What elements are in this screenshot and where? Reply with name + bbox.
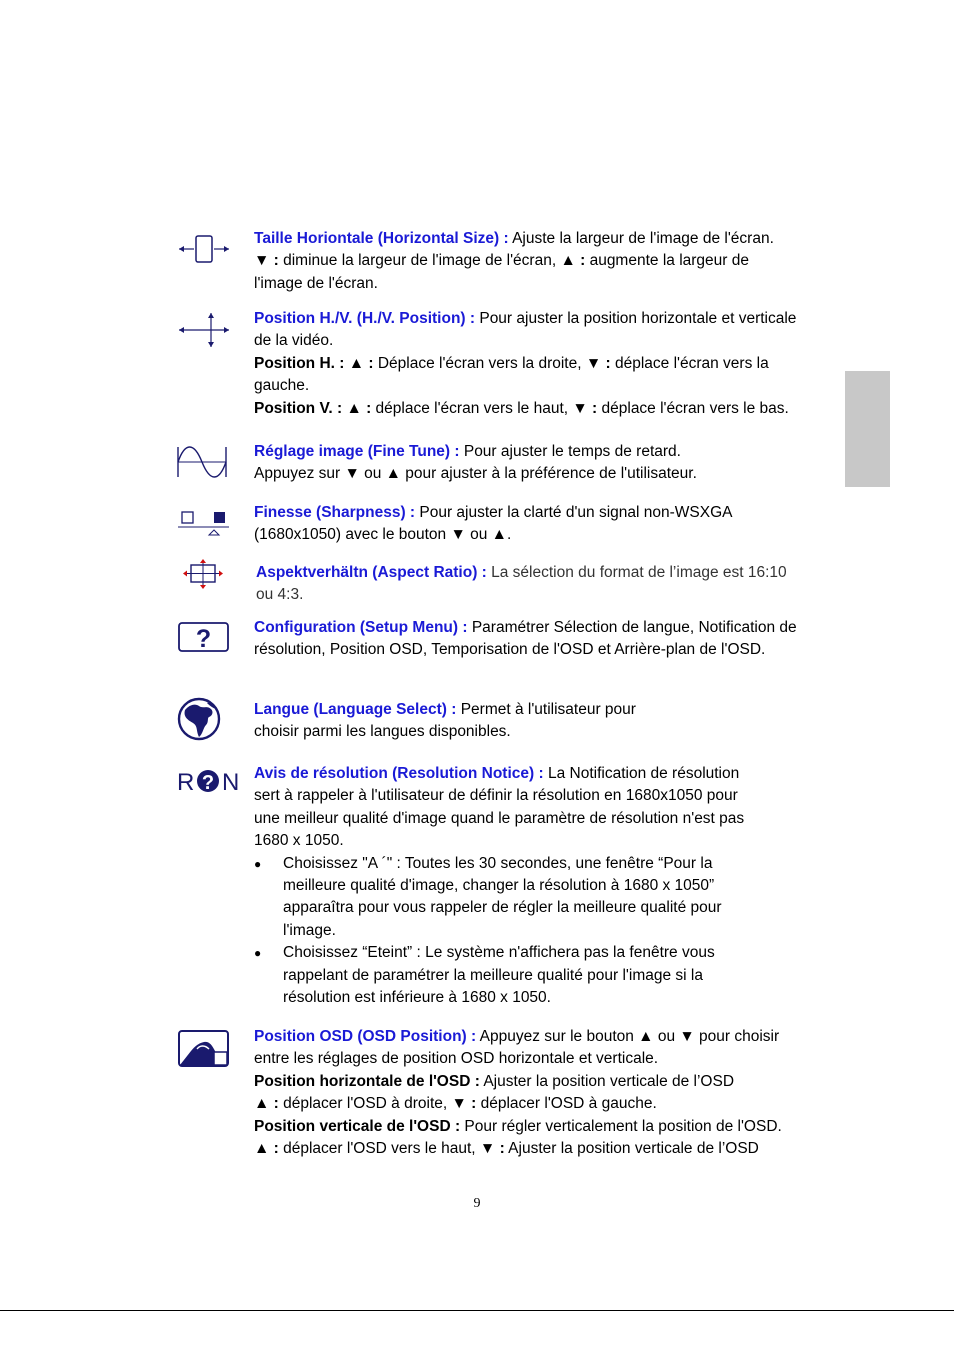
fine-tune-line2: Appuyez sur ▼ ou ▲ pour ajuster à la préférence de l'utilisateur. <box>254 465 697 483</box>
aspect-ratio-desc: La sélection du format de l’image est 16:10 ou 4:3. <box>256 564 787 604</box>
fine-tune-icon <box>177 445 231 479</box>
language-side-tab <box>845 371 890 487</box>
osd-horizontal-label: Position horizontale de l'OSD : <box>254 1072 480 1090</box>
horizontal-size-title: Taille Horiontale (Horizontal Size) : <box>254 230 509 247</box>
fine-tune-entry <box>254 441 799 486</box>
resolution-icon-letter-n: N <box>222 769 240 794</box>
resolution-notice-desc: La Notification de résolution sert à rappeler à l'utilisateur de définir la résolution en 1680x1050 pour une meilleur qualité d'image quand le paramètre de résolution n'est pas 1680 x 1050. <box>254 765 745 850</box>
page-number: 9 <box>473 1196 481 1211</box>
h-position-text2: déplace l'écran vers la gauche. <box>254 355 769 395</box>
resolution-icon-question: ? <box>201 772 215 794</box>
sharpness-entry <box>254 502 799 547</box>
resolution-options-list <box>254 853 754 1010</box>
resolution-icon-letter-r: R <box>177 769 195 794</box>
horizontal-size-desc: Ajuste la largeur de l'image de l'écran. <box>508 230 774 247</box>
list-item: ● Choisissez "A ´" : Toutes les 30 secondes, une fenêtre “Pour la meilleure qualité d'image, changer la résolution à 1680 x 1050” apparaîtra pour vous rappeler de régler la meilleure qualité pour l'image. <box>254 853 754 943</box>
v-position-entry <box>254 398 799 420</box>
down-symbol: ▼ : <box>585 355 611 372</box>
osd-position-entry <box>254 1026 784 1160</box>
osd-horizontal-down-text: déplacer l'OSD à gauche. <box>476 1095 657 1113</box>
resolution-notice-entry <box>254 763 754 1009</box>
up-symbol: ▲ : <box>560 252 586 270</box>
language-desc: Permet à l'utilisateur pour <box>456 701 636 718</box>
osd-vertical-label: Position verticale de l'OSD : <box>254 1117 461 1135</box>
sharpness-title: Finesse (Sharpness) : <box>254 504 416 521</box>
list-item: ● Choisissez “Eteint” : Le système n'affichera pas la fenêtre vous rappelant de paramétrer la meilleure qualité pour l'image si la résolution est inférieure à 1680 x 1050. <box>254 942 754 1009</box>
osd-horizontal-text: Ajuster la position verticale de l’OSD <box>479 1072 735 1090</box>
osd-vertical-down-text: Ajuster la position verticale de l’OSD <box>504 1140 759 1158</box>
sharpness-icon <box>177 509 231 537</box>
up-symbol: ▲ : <box>254 1140 279 1158</box>
osd-vertical-text: Pour régler verticalement la position de l'OSD. <box>460 1117 782 1135</box>
osd-position-desc: Appuyez sur le bouton ▲ ou ▼ pour choisir entre les réglages de position OSD horizontale et verticale. <box>254 1028 780 1068</box>
sharpness-desc: Pour ajuster la clarté d'un signal non-WSXGA (1680x1050) avec le bouton ▼ ou ▲. <box>254 504 732 544</box>
v-position-text1: déplace l'écran vers le haut, <box>371 400 573 417</box>
svg-text:?: ? <box>195 625 212 653</box>
horizontal-size-entry <box>254 228 799 295</box>
setup-menu-title: Configuration (Setup Menu) : <box>254 619 468 636</box>
osd-horizontal-up-text: déplacer l'OSD à droite, <box>278 1095 452 1113</box>
resolution-notice-title: Avis de résolution (Resolution Notice) : <box>254 765 544 782</box>
horizontal-size-up-text: augmente la largeur de l'image de l'écran. <box>254 252 749 292</box>
language-line2: choisir parmi les langues disponibles. <box>254 723 511 741</box>
aspect-ratio-icon <box>177 558 231 590</box>
down-symbol: ▼ : <box>254 252 279 270</box>
down-symbol: ▼ : <box>479 1140 505 1158</box>
globe-icon <box>177 697 231 741</box>
resolution-notice-icon <box>177 768 243 794</box>
hv-position-desc: Pour ajuster la position horizontale et verticale de la vidéo. <box>254 310 797 350</box>
v-position-text2: déplace l'écran vers le bas. <box>597 400 789 417</box>
h-position-entry <box>254 353 799 398</box>
up-symbol: ▲ : <box>254 1095 279 1113</box>
hv-position-title: Position H./V. (H./V. Position) : <box>254 310 476 327</box>
setup-menu-entry <box>254 617 799 662</box>
osd-vertical-up-text: déplacer l'OSD vers le haut, <box>278 1140 480 1158</box>
question-mark-icon <box>177 621 231 653</box>
fine-tune-title: Réglage image (Fine Tune) : <box>254 443 460 460</box>
v-position-label: Position V. : ▲ : <box>254 400 372 417</box>
horizontal-size-icon <box>177 234 231 266</box>
osd-position-title: Position OSD (OSD Position) : <box>254 1028 477 1045</box>
h-position-text1: Déplace l'écran vers la droite, <box>373 355 586 372</box>
hv-position-entry <box>254 308 799 353</box>
down-symbol: ▼ : <box>451 1095 477 1113</box>
language-entry <box>254 699 799 744</box>
fine-tune-desc: Pour ajuster le temps de retard. <box>459 443 681 460</box>
hv-position-icon <box>177 311 231 349</box>
language-title: Langue (Language Select) : <box>254 701 457 718</box>
horizontal-size-down-text: diminue la largeur de l'image de l'écran, <box>278 252 561 270</box>
h-position-label: Position H. : ▲ : <box>254 355 374 372</box>
osd-position-icon <box>177 1029 231 1069</box>
footer-divider <box>0 1310 954 1311</box>
aspect-ratio-entry <box>256 562 801 607</box>
down-symbol: ▼ : <box>572 400 598 417</box>
setup-menu-desc: Paramétrer Sélection de langue, Notification de résolution, Position OSD, Temporisation de l'OSD et Arrière-plan de l'OSD. <box>254 619 797 659</box>
aspect-ratio-title: Aspektverhältn (Aspect Ratio) : <box>256 564 487 581</box>
